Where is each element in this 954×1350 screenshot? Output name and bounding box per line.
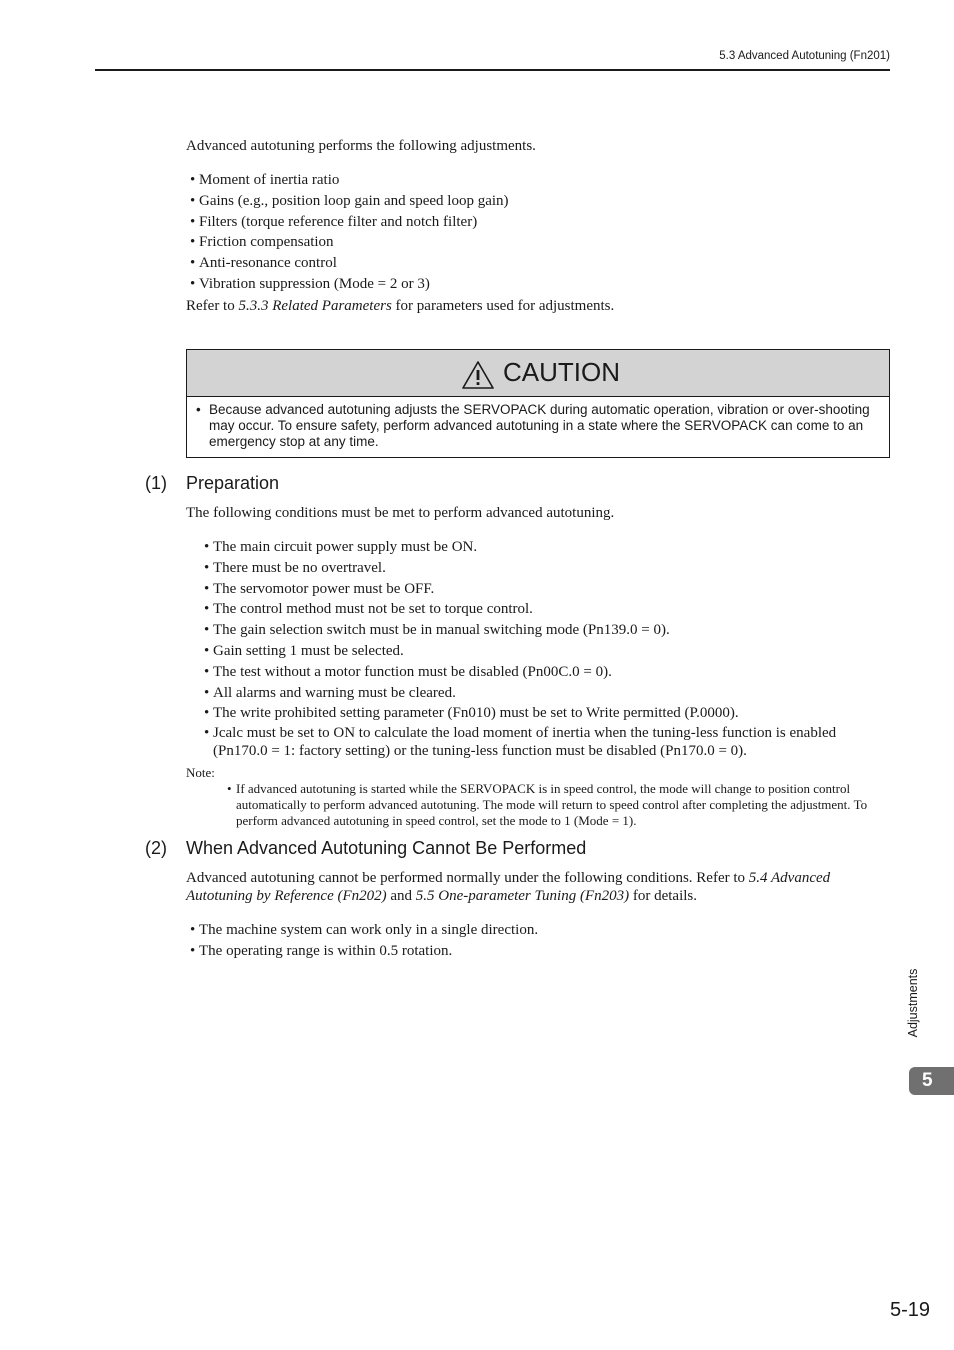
- caution-text: [196, 402, 889, 450]
- list-item: • The test without a motor function must be disabled (Pn00C.0 = 0).: [204, 662, 894, 683]
- list-item: • The gain selection switch must be in manual switching mode (Pn139.0 = 0).: [204, 620, 894, 641]
- list-item: • All alarms and warning must be cleared.: [204, 683, 894, 704]
- intro-mid: and: [386, 888, 416, 904]
- header-rule: [95, 69, 890, 71]
- section-1-intro: The following conditions must be met to perform advanced autotuning.: [186, 505, 615, 521]
- intro-pre: Advanced autotuning cannot be performed normally under the following conditions. Refer to: [186, 870, 749, 886]
- section-2-number: (2): [145, 838, 167, 858]
- adjustments-list: [190, 170, 509, 295]
- note-item: • If advanced autotuning is started while the SERVOPACK is in speed control, the mode will change to position control automatically to perform advanced autotuning. The mode will return to speed control after completing the adjustment. To perform advanced autotuning in speed control, set the mode to 1 (Mode = 1).: [227, 781, 897, 829]
- refer-post: for parameters used for adjustments.: [391, 298, 615, 314]
- list-item: • The servomotor power must be OFF.: [204, 579, 894, 600]
- caution-title: CAUTION: [503, 357, 620, 387]
- section-1-number: (1): [145, 473, 167, 493]
- chapter-tab: 5: [909, 1067, 954, 1095]
- list-item: • Moment of inertia ratio: [190, 170, 509, 191]
- fn203-link[interactable]: 5.5 One-parameter Tuning (Fn203): [415, 888, 630, 904]
- warning-triangle-icon: [461, 360, 495, 390]
- list-item: • Jcalc must be set to ON to calculate the load moment of inertia when the tuning-less function is enabled (Pn170.0 = 1: factory setting) or the tuning-less function must be disabled (Pn170.0 = 0).: [204, 724, 894, 760]
- caution-bullet: •: [196, 402, 201, 417]
- list-item: • Vibration suppression (Mode = 2 or 3): [190, 274, 509, 295]
- refer-paragraph: [186, 297, 614, 315]
- note-list: [227, 781, 897, 829]
- cannot-perform-list: [190, 920, 538, 962]
- section-1-title: Preparation: [186, 473, 280, 493]
- list-item: • The machine system can work only in a single direction.: [190, 920, 538, 941]
- caution-box: [186, 349, 890, 458]
- list-item: • Anti-resonance control: [190, 253, 509, 274]
- list-item: • Friction compensation: [190, 232, 509, 253]
- note-label: Note:: [186, 765, 215, 780]
- fn202-link[interactable]: 5.4 Advanced Autotuning by Reference (Fn202): [186, 870, 831, 904]
- caution-header: [187, 350, 889, 397]
- section-2-title: When Advanced Autotuning Cannot Be Performed: [186, 838, 587, 858]
- intro-post: for details.: [629, 888, 698, 904]
- list-item: • The main circuit power supply must be ON.: [204, 537, 894, 558]
- section-2-intro: [186, 869, 886, 905]
- page-number: 5-19: [889, 1299, 930, 1321]
- side-label-text: Adjustments: [906, 968, 920, 1037]
- intro-paragraph: Advanced autotuning performs the following adjustments.: [186, 138, 536, 154]
- related-parameters-link[interactable]: 5.3.3 Related Parameters: [238, 298, 392, 314]
- chapter-side-label: [897, 960, 929, 1045]
- list-item: • Filters (torque reference filter and notch filter): [190, 212, 509, 233]
- caution-body: Because advanced autotuning adjusts the SERVOPACK during automatic operation, vibration or over-shooting may occur. To ensure safety, perform advanced autotuning in a state where the SERVOPACK can come to an emergency stop at any time.: [209, 402, 870, 449]
- list-item: • Gain setting 1 must be selected.: [204, 641, 894, 662]
- preparation-conditions-list: [204, 537, 894, 760]
- list-item: • The operating range is within 0.5 rotation.: [190, 941, 538, 962]
- list-item: • Gains (e.g., position loop gain and speed loop gain): [190, 191, 509, 212]
- running-header: 5.3 Advanced Autotuning (Fn201): [719, 50, 890, 62]
- list-item: • There must be no overtravel.: [204, 558, 894, 579]
- list-item: • The control method must not be set to torque control.: [204, 599, 894, 620]
- refer-pre: Refer to: [186, 298, 239, 314]
- list-item: • The write prohibited setting parameter (Fn010) must be set to Write permitted (P.0000).: [204, 703, 894, 724]
